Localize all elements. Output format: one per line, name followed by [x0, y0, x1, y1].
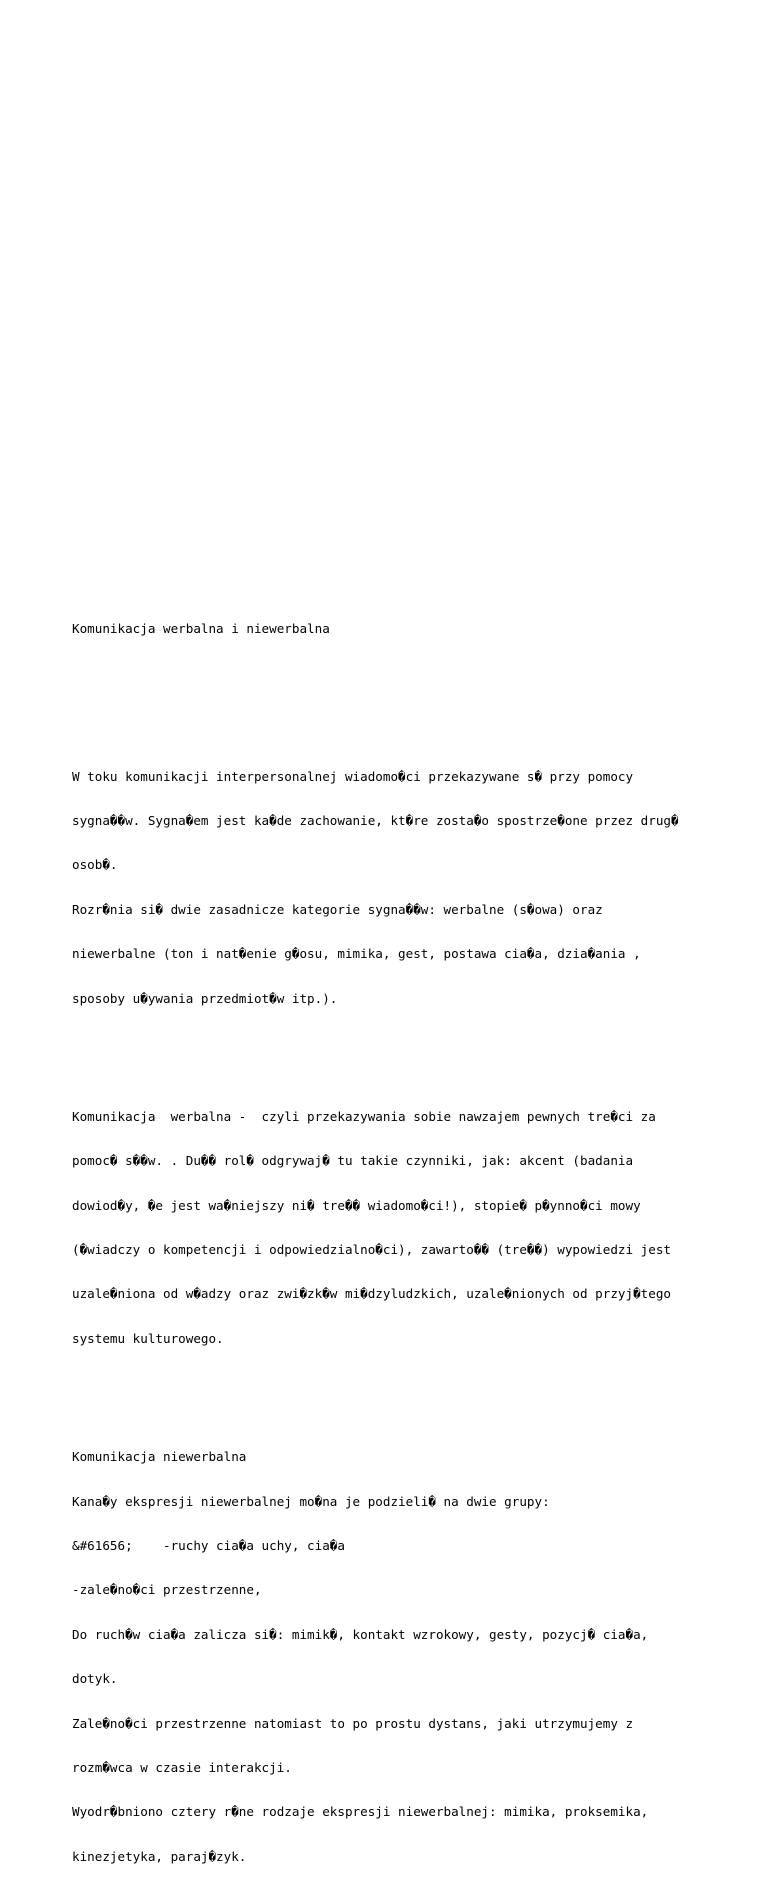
document-text	[72, 592, 732, 1879]
text-line: dotyk.	[72, 1671, 118, 1687]
text-line: Wyodr�bniono cztery r�ne rodzaje ekspresji niewerbalnej: mimika, proksemika,	[72, 1804, 649, 1820]
text-line: pomoc� s��w. . Du�� rol� odgrywaj� tu takie czynniki, jak: akcent (badania	[72, 1153, 634, 1169]
section-heading: Komunikacja niewerbalna	[72, 1449, 247, 1465]
blank-line	[72, 1051, 732, 1066]
text-line: Komunikacja werbalna - czyli przekazywania sobie nawzajem pewnych tre�ci za	[72, 1108, 656, 1124]
text-line: sposoby u�ywania przedmiot�w itp.).	[72, 990, 338, 1006]
document-title: Komunikacja werbalna i niewerbalna	[72, 620, 330, 636]
text-line: osob�.	[72, 857, 118, 873]
text-line: Rozr�nia si� dwie zasadnicze kategorie sygna��w: werbalne (s�owa) oraz	[72, 901, 603, 917]
text-line: sygna��w. Sygna�em jest ka�de zachowanie, kt�re zosta�o spostrze�one przez drug�	[72, 812, 679, 828]
text-line: rozm�wca w czasie interakcji.	[72, 1759, 292, 1775]
text-line: systemu kulturowego.	[72, 1330, 224, 1346]
text-line: Do ruch�w cia�a zalicza si�: mimik�, kontakt wzrokowy, gesty, pozycj� cia�a,	[72, 1626, 649, 1642]
blank-line	[72, 666, 732, 681]
blank-line	[72, 710, 732, 725]
text-line: uzale�niona od w�adzy oraz zwi�zk�w mi�dzyludzkich, uzale�nionych od przyj�tego	[72, 1286, 671, 1302]
text-line: kinezjetyka, paraj�zyk.	[72, 1848, 247, 1864]
text-line: Kana�y ekspresji niewerbalnej mo�na je podzieli� na dwie grupy:	[72, 1493, 550, 1509]
blank-line	[72, 1391, 732, 1406]
text-line: (�wiadczy o kompetencji i odpowiedzialno�ci), zawarto�� (tre��) wypowiedzi jest	[72, 1242, 671, 1258]
text-line: dowiod�y, �e jest wa�niejszy ni� tre�� wiadomo�ci!), stopie� p�ynno�ci mowy	[72, 1197, 641, 1213]
text-line: Zale�no�ci przestrzenne natomiast to po prostu dystans, jaki utrzymujemy z	[72, 1715, 634, 1731]
text-line: -zale�no�ci przestrzenne,	[72, 1582, 262, 1598]
text-line: niewerbalne (ton i nat�enie g�osu, mimika, gest, postawa cia�a, dzia�ania ,	[72, 946, 641, 962]
text-line: &#61656; -ruchy cia�a uchy, cia�a	[72, 1538, 345, 1553]
text-line: W toku komunikacji interpersonalnej wiadomo�ci przekazywane s� przy pomocy	[72, 768, 634, 784]
